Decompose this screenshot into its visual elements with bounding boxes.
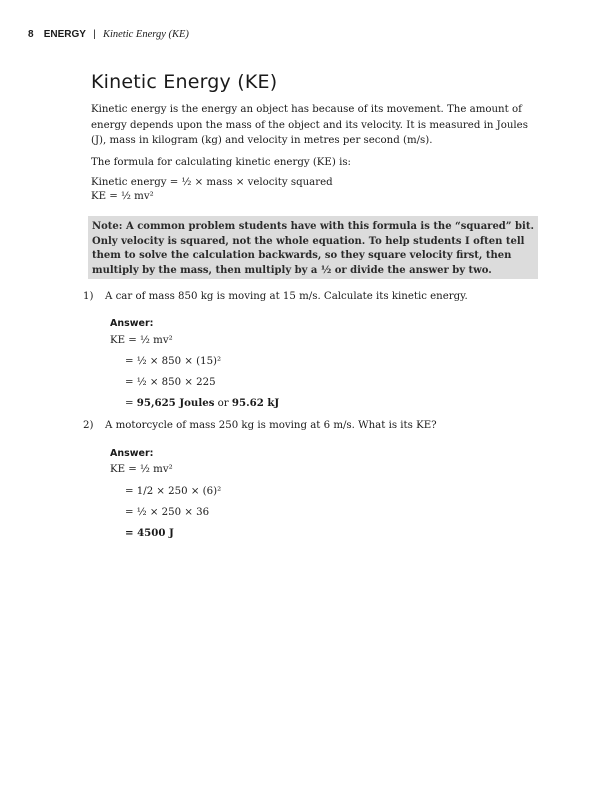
question-text: A car of mass 850 kg is moving at 15 m/s. Calculate its kinetic energy. (105, 291, 468, 302)
answer-label: Answer: (110, 448, 154, 459)
question-number: 2) (83, 420, 94, 431)
answer-step: = ½ × 850 × (15)² (125, 356, 222, 367)
running-head (28, 29, 189, 41)
answer-step: = 1/2 × 250 × (6)² (125, 486, 222, 497)
question-text: A motorcycle of mass 250 kg is moving at 6 m/s. What is its KE? (105, 420, 437, 431)
final-prefix: = (125, 398, 137, 409)
formula-intro: The formula for calculating kinetic energy (KE) is: (91, 157, 351, 168)
final-or: or (214, 398, 232, 409)
answer-step: = ½ × 250 × 36 (125, 507, 210, 518)
page-number: 8 (28, 29, 34, 40)
answer-label: Answer: (110, 318, 154, 329)
answer-final (125, 397, 279, 410)
page-title: Kinetic Energy (KE) (91, 71, 278, 93)
answer-step: KE = ½ mv² (110, 335, 173, 346)
answer-final: = 4500 J (125, 527, 174, 539)
question-2 (83, 419, 533, 433)
section-name: ENERGY (43, 29, 86, 40)
final-value-kj: 95.62 kJ (231, 397, 280, 409)
formula-symbols: KE = ½ mv² (91, 191, 154, 202)
note-box: Note: A common problem students have with this formula is the “squared” bit. Only velocity is squared, not the whole equation. To help students I often tell them to solve the calculation backwards, so they square velocity first, then multiply by the mass, then multiply by a ½ or divide the answer by two. (88, 216, 538, 279)
subsection-name: Kinetic Energy (KE) (102, 29, 189, 40)
header-separator: | (93, 29, 96, 40)
formula-words: Kinetic energy = ½ × mass × velocity squared (91, 177, 333, 188)
question-1 (83, 290, 533, 304)
answer-step: = ½ × 850 × 225 (125, 377, 216, 388)
final-value-joules: 95,625 Joules (136, 397, 215, 409)
question-number: 1) (83, 291, 94, 302)
intro-paragraph: Kinetic energy is the energy an object has because of its movement. The amount of energy depends upon the mass of the object and its velocity. It is measured in Joules (J), mass in kilogram (kg) and velocity in metres per second (m/s). (91, 104, 528, 146)
answer-step: KE = ½ mv² (110, 464, 173, 475)
